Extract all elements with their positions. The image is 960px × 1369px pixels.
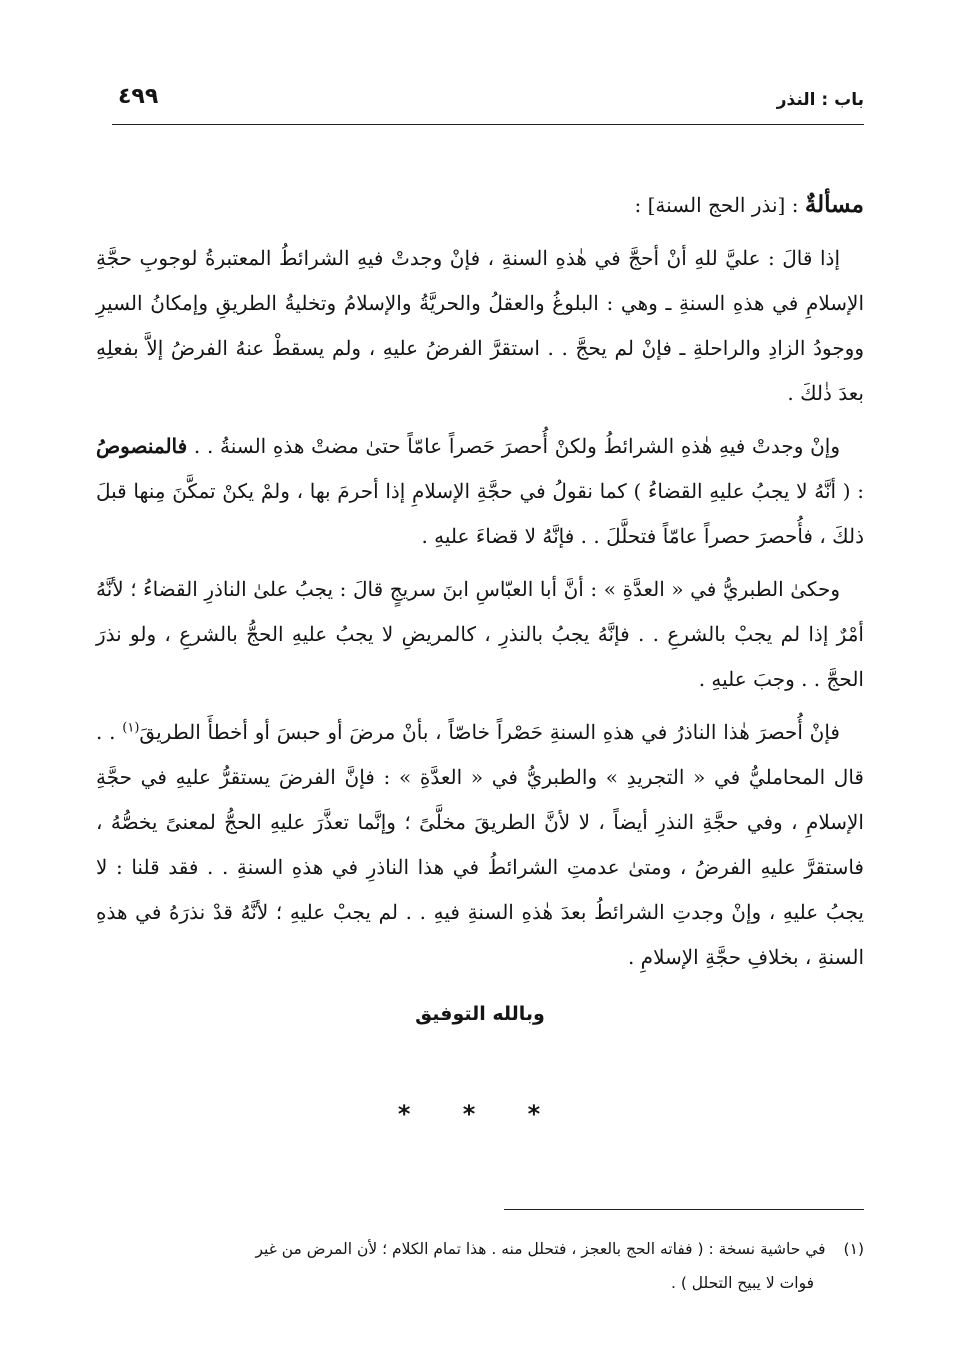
footnote-line-2	[96, 1266, 864, 1300]
running-head	[112, 84, 864, 125]
footnote-line-1	[96, 1232, 864, 1266]
paragraph-3	[96, 567, 864, 702]
closing-phrase: وبالله التوفيق	[415, 1003, 545, 1025]
chapter-title: باب : النذر	[776, 90, 864, 110]
heading-label: مسألةٌ	[804, 191, 864, 218]
paragraph-1	[96, 236, 864, 416]
footnote-text-1: في حاشية نسخة : ( ففاته الحج بالعجز ، فتحلل منه . هذا تمام الكلام ؛ لأن المرض من غير	[255, 1240, 826, 1258]
heading-colon: :	[785, 193, 805, 217]
footnote-divider	[504, 1209, 864, 1210]
footnote-mark: (١)	[843, 1240, 864, 1258]
heading-title: [نذر الحج السنة] :	[634, 193, 786, 217]
paragraph-4-text-a: فإنْ أُحصرَ هٰذا الناذرُ في هذهِ السنةِ حَصْراً خاصّاً ، بأنْ مرضَ أو حبسَ أو أخطأَ الطريقَ	[139, 720, 840, 744]
section-separator: * * *	[397, 1100, 563, 1128]
paragraph-1-text: إذا قالَ : عليَّ للهِ أنْ أحجَّ في هٰذهِ السنةِ ، فإنْ وجدتْ فيهِ الشرائطُ المعتبرةُ لوجوبِ حجَّةِ الإسلامِ في هذهِ السنةِ ـ وهي : البلوغُ والعقلُ والحريَّةُ والإسلامُ وتخليةُ الطريقِ وإمكانُ السيرِ ووجودُ الزادِ والراحلةِ ـ فإنْ لم يحجَّ . . استقرَّ الفرضُ عليهِ ، ولم يسقطْ عنهُ الفرضُ إلاَّ بفعلِهِ بعدَ ذٰلكَ .	[96, 246, 864, 405]
paragraph-2-bold-term: فالمنصوصُ	[96, 434, 188, 458]
paragraph-2-text-b: : ( أنَّهُ لا يجبُ عليهِ القضاءُ ) كما نقولُ في حجَّةِ الإسلامِ إذا أحرمَ بها ، ولمْ يكنْ تمكَّنَ مِنها قبلَ ذلكَ ، فأُحصرَ حصراً عامّاً فتحلَّلَ . . فإنَّهُ لا قضاءَ عليهِ .	[96, 479, 864, 548]
paragraph-4-text-b: . . قال المحامليُّ في « التجريدِ » والطبريُّ في « العدَّةِ » : فإنَّ الفرضَ يستقرُّ عليهِ في حجَّةِ الإسلامِ ، وفي حجَّةِ النذرِ أيضاً ، لا لأنَّ الطريقَ مخلَّىً ؛ وإنَّما تعذَّرَ عليهِ الحجُّ لمعنىً يخصُّهُ ، فاستقرَّ عليهِ الفرضُ ، ومتىٰ عدمتِ الشرائطُ في هذا الناذرِ في هذهِ السنةِ . . فقد قلنا : لا يجبُ عليهِ ، وإنْ وجدتِ الشرائطُ بعدَ هٰذهِ السنةِ فيهِ . . لم يجبْ عليهِ ؛ لأنَّهُ قدْ نذرَهُ في هذهِ السنةِ ، بخلافِ حجَّةِ الإسلامِ .	[96, 720, 864, 969]
page-number: ٤٩٩	[118, 84, 159, 109]
footnote-reference[interactable]: (١)	[122, 720, 140, 736]
main-text	[96, 182, 864, 1037]
footnote	[96, 1232, 864, 1300]
footnote-text-2: فوات لا يبيح التحلل ) .	[670, 1274, 814, 1292]
section-heading	[96, 182, 864, 228]
paragraph-2	[96, 424, 864, 559]
paragraph-3-text: وحكىٰ الطبريُّ في « العدَّةِ » : أنَّ أبا العبّاسِ ابنَ سريجٍ قالَ : يجبُ علىٰ الناذرِ القضاءُ ؛ لأنَّهُ أمْرٌ إذا لم يجبْ بالشرعِ . . فإنَّهُ يجبُ بالنذرِ ، كالمريضِ لا يجبُ عليهِ الحجُّ بالشرعِ ، ولو نذرَ الحجَّ . . وجبَ عليهِ .	[96, 577, 864, 691]
paragraph-4	[96, 710, 864, 980]
paragraph-2-text-a: وإنْ وجدتْ فيهِ هٰذهِ الشرائطُ ولكنْ أُحصرَ حَصراً عامّاً حتىٰ مضتْ هذهِ السنةُ . .	[187, 434, 840, 458]
